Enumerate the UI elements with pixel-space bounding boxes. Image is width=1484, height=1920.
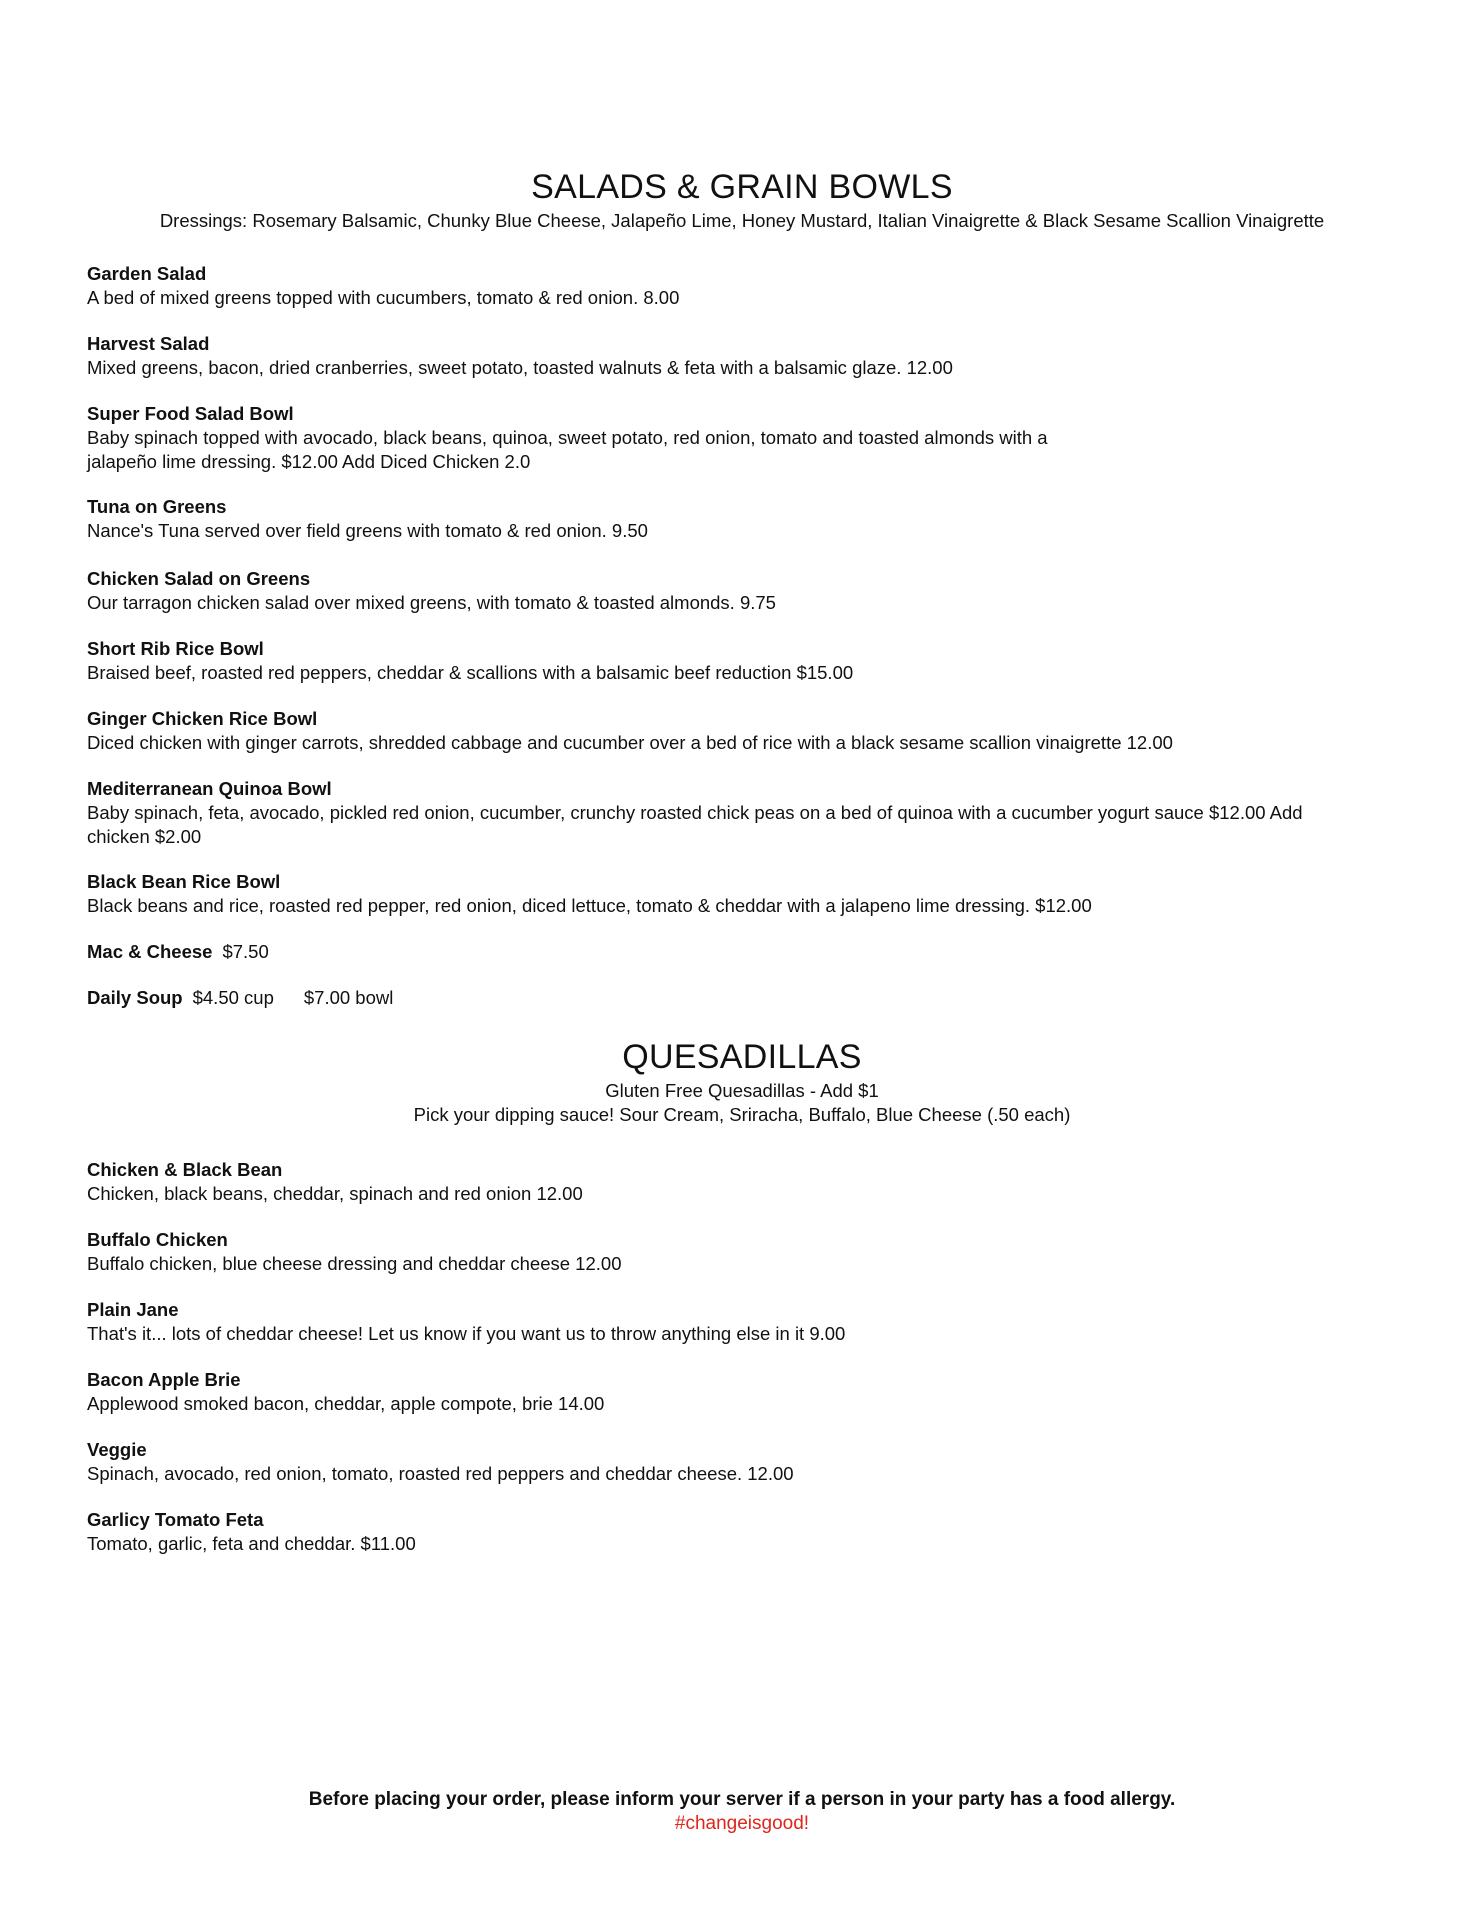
- menu-item-tuna-on-greens: [87, 495, 648, 543]
- allergy-notice: Before placing your order, please inform your server if a person in your party has a food allergy.: [308, 1789, 1176, 1810]
- item-description: Black beans and rice, roasted red pepper, red onion, diced lettuce, tomato & cheddar with a jalapeno lime dressing. $12.00: [87, 895, 1092, 916]
- item-name: Chicken Salad on Greens: [87, 568, 311, 589]
- quesadillas-dipping-sauce-note: Pick your dipping sauce! Sour Cream, Sriracha, Buffalo, Blue Cheese (.50 each): [413, 1104, 1071, 1125]
- item-description: Chicken, black beans, cheddar, spinach and red onion 12.00: [87, 1183, 583, 1204]
- menu-item-mediterranean-quinoa-bowl: [87, 777, 1303, 849]
- item-description: Diced chicken with ginger carrots, shredded cabbage and cucumber over a bed of rice with a black sesame scallion vinaigrette 12.00: [87, 732, 1173, 753]
- item-name: Veggie: [87, 1439, 147, 1460]
- hashtag: #changeisgood!: [674, 1813, 810, 1834]
- menu-item-black-bean-rice-bowl: [87, 870, 1092, 918]
- item-description-line-1: Baby spinach, feta, avocado, pickled red onion, cucumber, crunchy roasted chick peas on a bed of quinoa with a cucumber yogurt sauce $12.00 Add: [87, 802, 1303, 823]
- item-name: Tuna on Greens: [87, 496, 227, 517]
- item-description: Braised beef, roasted red peppers, cheddar & scallions with a balsamic beef reduction $15.00: [87, 662, 854, 683]
- quesadillas-subtitles: [0, 1079, 1484, 1127]
- item-name: Garlicy Tomato Feta: [87, 1509, 264, 1530]
- item-description: Applewood smoked bacon, cheddar, apple compote, brie 14.00: [87, 1393, 605, 1414]
- item-name: Daily Soup: [87, 987, 183, 1008]
- menu-item-mac-and-cheese: [87, 940, 269, 964]
- menu-item-chicken-salad-on-greens: [87, 567, 776, 615]
- item-description: Spinach, avocado, red onion, tomato, roasted red peppers and cheddar cheese. 12.00: [87, 1463, 794, 1484]
- menu-item-super-food-salad-bowl: [87, 402, 1048, 474]
- item-price-bowl: $7.00 bowl: [303, 987, 394, 1008]
- item-name: Mac & Cheese: [87, 941, 213, 962]
- menu-item-bacon-apple-brie: [87, 1368, 604, 1416]
- item-price: $7.50: [222, 941, 269, 962]
- item-description: Buffalo chicken, blue cheese dressing and cheddar cheese 12.00: [87, 1253, 622, 1274]
- item-name: Black Bean Rice Bowl: [87, 871, 281, 892]
- item-description: Our tarragon chicken salad over mixed greens, with tomato & toasted almonds. 9.75: [87, 592, 776, 613]
- menu-item-daily-soup: [87, 986, 393, 1010]
- item-name: Garden Salad: [87, 263, 207, 284]
- item-description-line-1: Baby spinach topped with avocado, black beans, quinoa, sweet potato, red onion, tomato and toasted almonds with a: [87, 427, 1048, 448]
- item-name: Harvest Salad: [87, 333, 210, 354]
- menu-item-chicken-and-black-bean: [87, 1158, 583, 1206]
- item-name: Super Food Salad Bowl: [87, 403, 294, 424]
- item-description: That's it... lots of cheddar cheese! Let us know if you want us to throw anything else in it 9.00: [87, 1323, 846, 1344]
- item-description: Nance's Tuna served over field greens with tomato & red onion. 9.50: [87, 520, 648, 541]
- item-name: Chicken & Black Bean: [87, 1159, 283, 1180]
- menu-item-veggie: [87, 1438, 794, 1486]
- item-name: Buffalo Chicken: [87, 1229, 228, 1250]
- item-description: A bed of mixed greens topped with cucumbers, tomato & red onion. 8.00: [87, 287, 680, 308]
- item-name: Mediterranean Quinoa Bowl: [87, 778, 332, 799]
- item-description-line-2: chicken $2.00: [87, 826, 202, 847]
- item-name: Plain Jane: [87, 1299, 179, 1320]
- salads-dressings: Dressings: Rosemary Balsamic, Chunky Blue Cheese, Jalapeño Lime, Honey Mustard, Italian Vinaigrette & Black Sesame Scallion Vinaigrette: [159, 210, 1325, 231]
- footer: [0, 1788, 1484, 1836]
- menu-item-harvest-salad: [87, 332, 953, 380]
- menu-item-short-rib-rice-bowl: [87, 637, 853, 685]
- item-description: Mixed greens, bacon, dried cranberries, sweet potato, toasted walnuts & feta with a balsamic glaze. 12.00: [87, 357, 953, 378]
- salads-title: SALADS & GRAIN BOWLS: [531, 168, 953, 206]
- item-description-line-2: jalapeño lime dressing. $12.00 Add Diced Chicken 2.0: [87, 451, 531, 472]
- quesadillas-title: QUESADILLAS: [622, 1038, 862, 1076]
- quesadillas-header: [0, 1038, 1484, 1077]
- menu-item-ginger-chicken-rice-bowl: [87, 707, 1173, 755]
- item-name: Ginger Chicken Rice Bowl: [87, 708, 318, 729]
- item-price-cup: $4.50 cup: [192, 987, 274, 1008]
- quesadillas-gluten-free-note: Gluten Free Quesadillas - Add $1: [605, 1080, 879, 1101]
- menu-item-buffalo-chicken: [87, 1228, 621, 1276]
- item-name: Short Rib Rice Bowl: [87, 638, 264, 659]
- item-name: Bacon Apple Brie: [87, 1369, 241, 1390]
- item-description: Tomato, garlic, feta and cheddar. $11.00: [87, 1533, 416, 1554]
- menu-item-garden-salad: [87, 262, 679, 310]
- salads-dressings-wrap: [0, 209, 1484, 233]
- menu-item-garlicy-tomato-feta: [87, 1508, 416, 1556]
- menu-item-plain-jane: [87, 1298, 845, 1346]
- salads-header: [0, 168, 1484, 207]
